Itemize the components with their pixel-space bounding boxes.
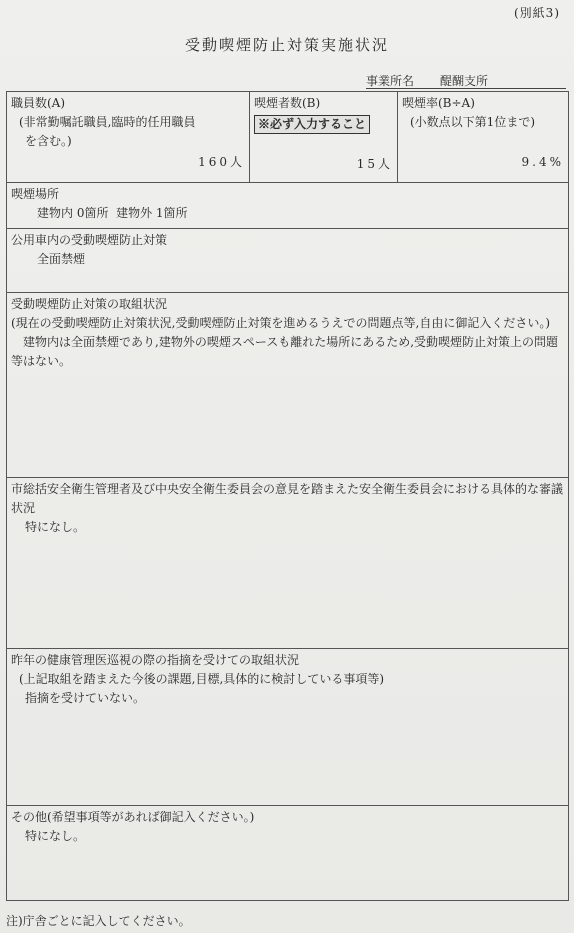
efforts-cell (7, 293, 569, 478)
efforts-body[interactable]: 建物内は全面禁煙であり,建物外の喫煙スペースも離れた場所にあるため,受動喫煙防止対策上の問題等はない。 (11, 335, 559, 368)
committee-cell (7, 478, 569, 649)
smoking-place-row (7, 183, 569, 229)
vehicle-detail[interactable]: 全面禁煙 (37, 252, 86, 266)
inspection-body[interactable]: 指摘を受けていない。 (25, 691, 146, 705)
smoking-rate-value[interactable]: 9.4% (521, 155, 564, 169)
other-cell (7, 806, 569, 901)
office-label: 事業所名 (366, 74, 415, 88)
status-table (6, 91, 569, 901)
vehicle-row (7, 229, 569, 293)
vehicle-cell (7, 229, 569, 293)
staff-count-note-2: を含む。) (25, 134, 72, 148)
document-title: 受動喫煙防止対策実施状況 (184, 36, 389, 54)
vehicle-label: 公用車内の受動喫煙防止対策 (11, 233, 168, 247)
inspection-row (7, 649, 569, 806)
inspection-note: (上記取組を踏まえた今後の課題,目標,具体的に検討している事項等) (19, 672, 384, 686)
stats-row (7, 92, 569, 183)
footnote: 注)庁舎ごとに記入してください。 (6, 914, 191, 928)
other-label: その他(希望事項等があれば御記入ください。) (11, 810, 255, 824)
inspection-label: 昨年の健康管理医巡視の際の指摘を受けての取組状況 (11, 653, 300, 667)
efforts-note: (現在の受動喫煙防止対策状況,受動喫煙防止対策を進めるうえでの問題点等,自由に御記入ください。) (11, 316, 550, 330)
other-body[interactable]: 特になし。 (25, 829, 86, 843)
efforts-row (7, 293, 569, 478)
smoker-count-label: 喫煙者数(B) (254, 96, 321, 110)
staff-count-label: 職員数(A) (11, 96, 66, 110)
smoking-rate-label: 喫煙率(B÷A) (402, 96, 475, 110)
smoking-rate-cell (398, 92, 569, 183)
smoking-rate-note: (小数点以下第1位まで) (410, 115, 535, 129)
inspection-cell (7, 649, 569, 806)
staff-count-note-1: (非常勤嘱託職員,臨時的任用職員 (19, 115, 196, 129)
staff-count-value[interactable]: 160人 (198, 155, 245, 169)
staff-count-cell (7, 92, 250, 183)
required-input-notice: ※必ず入力すること (254, 115, 370, 134)
committee-row (7, 478, 569, 649)
smoking-place-detail[interactable]: 建物内 0箇所 建物外 1箇所 (37, 206, 188, 220)
smoker-count-cell (250, 92, 398, 183)
committee-body[interactable]: 特になし。 (25, 520, 86, 534)
smoking-place-cell (7, 183, 569, 229)
committee-label: 市総括安全衛生管理者及び中央安全衛生委員会の意見を踏まえた安全衛生委員会における具体的な審議状況 (11, 482, 564, 515)
other-row (7, 806, 569, 901)
efforts-label: 受動喫煙防止対策の取組状況 (11, 297, 168, 311)
office-underline (366, 88, 566, 89)
annex-label: (別紙3) (514, 6, 560, 20)
smoker-count-value[interactable]: 15人 (356, 157, 393, 171)
smoking-place-label: 喫煙場所 (11, 187, 60, 201)
office-field (366, 72, 566, 89)
office-name: 醍醐支所 (440, 74, 489, 88)
